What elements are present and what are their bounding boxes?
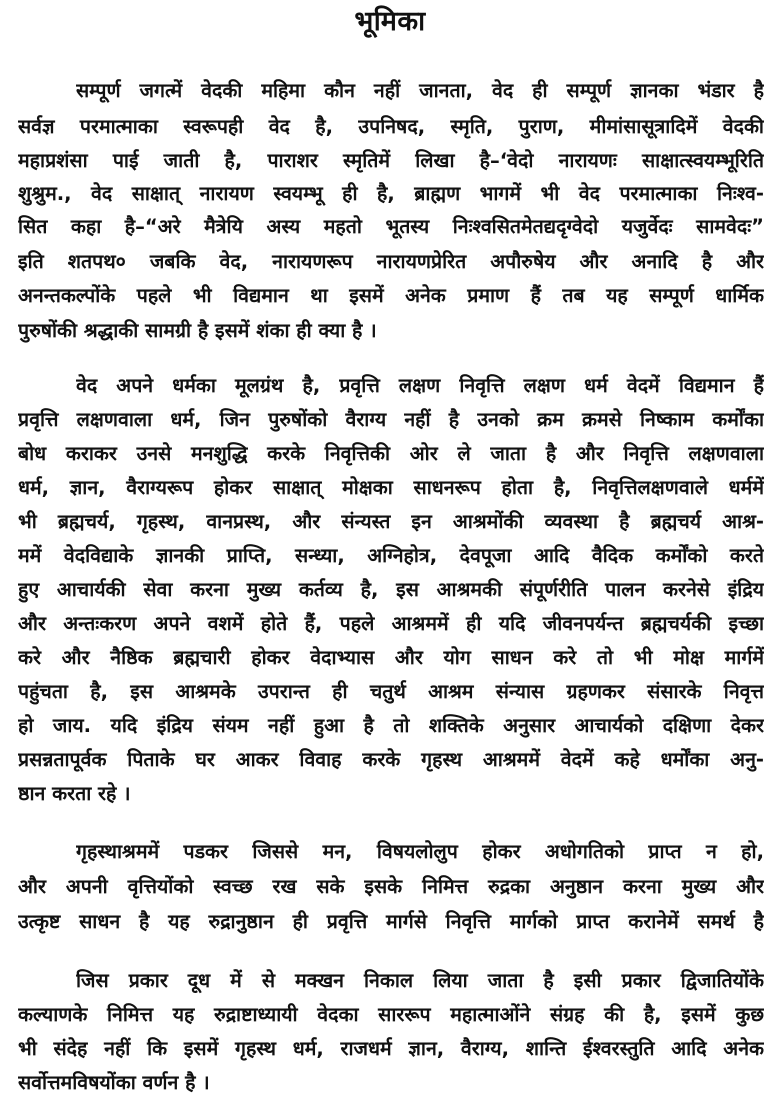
text-line: और अपनी वृत्तियोंको स्वच्छ रख सके इसके निमित्त रुद्रका अनुष्ठान करना मुख्य और [18, 875, 764, 898]
text-line: बोध कराकर उनसे मनशुद्धि करके निवृत्तिकी ओर ले जाता है और निवृत्ति लक्षणवाला [18, 442, 764, 465]
text-line: वेद अपने धर्मका मूलग्रंथ है, प्रवृत्ति लक्षण निवृत्ति लक्षण धर्म वेदमें विद्यमान हैं [76, 374, 764, 397]
text-line: शुश्रुम., वेद साक्षात् नारायण स्वयम्भू ही है, ब्राह्मण भागमें भी वेद परमात्माका निःश्व- [18, 182, 764, 205]
text-line: सर्वोत्तमविषयोंका वर्णन है । [18, 1071, 210, 1094]
text-line: गृहस्थाश्रममें पडकर जिससे मन, विषयलोलुप होकर अधोगतिको प्राप्त न हो, [76, 840, 764, 863]
text-line: महाप्रशंसा पाई जाती है, पाराशर स्मृतिमें लिखा है–‘वेदो नारायणः साक्षात्स्वयम्भूरिति [18, 149, 764, 172]
page-title: भूमिका [354, 6, 426, 37]
text-line: करे और नैष्ठिक ब्रह्मचारी होकर वेदाभ्यास और योग साधन करे तो भी मोक्ष मार्गमें [18, 646, 764, 669]
text-line: ष्ठान करता रहे । [18, 782, 131, 805]
text-line: प्रसन्नतापूर्वक पिताके घर आकर विवाह करके गृहस्थ आश्रममें वेदमें कहे धर्मोंका अनु- [18, 748, 764, 771]
text-line: भी संदेह नहीं कि इसमें गृहस्थ धर्म, राजधर्म ज्ञान, वैराग्य, शान्ति ईश्वरस्तुति आदि अनेक [18, 1037, 764, 1060]
text-line: जिस प्रकार दूध में से मक्खन निकाल लिया जाता है इसी प्रकार द्विजातियोंके [76, 969, 764, 992]
text-line: कल्याणके निमित्त यह रुद्राष्टाध्यायी वेदका साररूप महात्माओंने संग्रह की है, इसमें कुछ [18, 1003, 764, 1026]
text-line: उत्कृष्ट साधन है यह रुद्रानुष्ठान ही प्रवृत्ति मार्गसे निवृत्ति मार्गको प्राप्त करानेमें समर्थ है [18, 910, 764, 933]
text-line: ममें वेदविद्याके ज्ञानकी प्राप्ति, सन्ध्या, अग्निहोत्र, देवपूजा आदि वैदिक कर्मोंको करते [18, 544, 764, 567]
text-line: अनन्तकल्पोंके पहले भी विद्यमान था इसमें अनेक प्रमाण हैं तब यह सम्पूर्ण धार्मिक [18, 284, 764, 307]
text-line: सित कहा है–“अरे मैत्रेयि अस्य महतो भूतस्य निःश्वसितमेतद्यदृग्वेदो यजुर्वेदः सामवेदः” [18, 215, 764, 238]
text-line: भी ब्रह्मचर्य, गृहस्थ, वानप्रस्थ, और संन्यस्त इन आश्रमोंकी व्यवस्था है ब्रह्मचर्य आश्र- [18, 510, 764, 533]
text-line: हो जाय. यदि इंद्रिय संयम नहीं हुआ है तो शक्तिके अनुसार आचार्यको दक्षिणा देकर [18, 714, 764, 737]
text-line: हुए आचार्यकी सेवा करना मुख्य कर्तव्य है, इस आश्रमकी संपूर्णरीति पालन करनेसे इंद्रिय [18, 578, 764, 601]
text-line: धर्म, ज्ञान, वैराग्यरूप होकर साक्षात् मोक्षका साधनरूप होता है, निवृत्तिलक्षणवाले धर्ममें [18, 476, 764, 499]
text-line: सर्वज्ञ परमात्माका स्वरूपही वेद है, उपनिषद, स्मृति, पुराण, मीमांसासूत्रादिमें वेदकी [18, 115, 764, 138]
text-line: पहुंचता है, इस आश्रमके उपरान्त ही चतुर्थ आश्रम संन्यास ग्रहणकर संसारके निवृत्त [18, 680, 764, 703]
text-line: पुरुषोंकी श्रद्धाकी सामग्री है इसमें शंका ही क्या है । [18, 319, 377, 342]
text-line: सम्पूर्ण जगत्में वेदकी महिमा कौन नहीं जानता, वेद ही सम्पूर्ण ज्ञानका भंडार है [76, 79, 764, 102]
text-line: प्रवृत्ति लक्षणवाला धर्म, जिन पुरुषोंको वैराग्य नहीं है उनको क्रम क्रमसे निष्काम कर्मोंका [18, 408, 764, 431]
text-line: और अन्तःकरण अपने वशमें होते हैं, पहले आश्रममें ही यदि जीवनपर्यन्त ब्रह्मचर्यकी इच्छा [18, 612, 764, 635]
text-line: इति शतपथ० जबकि वेद, नारायणरूप नारायणप्रेरित अपौरुषेय और अनादि है और [18, 250, 764, 273]
